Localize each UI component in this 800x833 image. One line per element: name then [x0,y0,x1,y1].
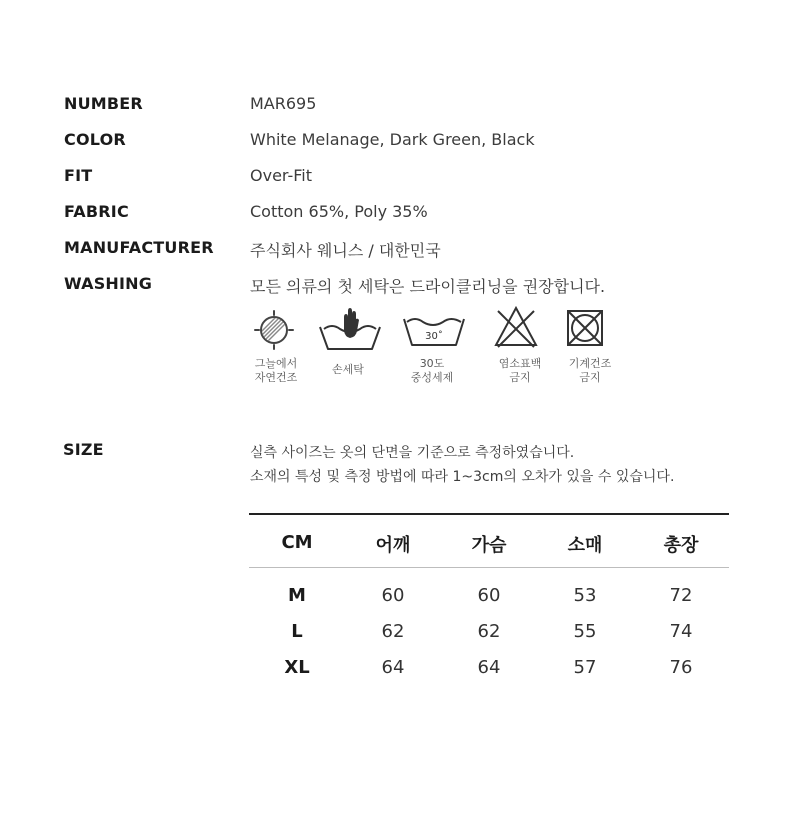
wash-temp: 30˚ [425,331,443,342]
spec-label: COLOR [64,130,126,149]
spec-value: MAR695 [250,94,317,113]
spec-label: FABRIC [64,202,129,221]
no-tumble-dry-icon [560,305,620,395]
spec-row-fit [64,166,744,190]
washing-icons [246,305,626,395]
spec-label: MANUFACTURER [64,238,214,257]
icon-caption: 30도 [419,357,445,370]
size-note: 실측 사이즈는 옷의 단면을 기준으로 측정하였습니다. [250,445,575,461]
spec-value: Cotton 65%, Poly 35% [250,202,428,221]
icon-caption: 기계건조 [568,357,612,370]
spec-row-fabric [64,202,744,226]
table-cell: XL [284,657,310,678]
table-cell: 72 [669,585,693,606]
icon-caption: 그늘에서 [254,357,298,370]
icon-caption: 금지 [509,371,531,384]
table-cell: 60 [381,585,405,606]
spec-label: WASHING [64,274,153,293]
hand-wash-icon [318,305,378,395]
table-header-cell: 소매 [567,535,603,556]
spec-value: 모든 의류의 첫 세탁은 드라이클리닝을 권장합니다. [250,277,606,296]
spec-row-washing [64,274,744,298]
table-cell: 55 [573,621,597,642]
table-cell: 74 [669,621,693,642]
table-top-divider [249,513,729,515]
table-header-divider [249,567,729,568]
table-cell: 62 [381,621,405,642]
table-cell: M [288,585,306,606]
table-cell: 64 [477,657,501,678]
table-header-cell: 가슴 [471,535,507,556]
table-cell: 53 [573,585,597,606]
icon-caption: 손세탁 [332,363,364,376]
icon-caption: 염소표백 [498,357,542,370]
table-cell: 60 [477,585,501,606]
table-header-cell: CM [281,532,313,553]
table-cell: 62 [477,621,501,642]
table-cell: 64 [381,657,405,678]
size-note: 소재의 특성 및 측정 방법에 따라 1~3cm의 오차가 있을 수 있습니다. [250,469,675,485]
table-header-cell: 총장 [663,535,699,556]
table-cell: 57 [573,657,597,678]
spec-row-number [64,94,744,118]
size-label: SIZE [63,440,104,459]
spec-row-manufacturer [64,238,744,262]
no-bleach-icon [490,305,550,395]
shade-dry-flat-icon [246,305,306,395]
icon-caption: 중성세제 [410,371,454,384]
spec-label: NUMBER [64,94,143,113]
table-header-cell: 어깨 [375,535,411,556]
spec-value: White Melanage, Dark Green, Black [250,130,535,149]
table-cell: 76 [669,657,693,678]
spec-label: FIT [64,166,93,185]
wash-30-icon [402,305,462,395]
spec-row-color [64,130,744,154]
spec-value: 주식회사 웨니스 / 대한민국 [250,241,441,260]
spec-value: Over-Fit [250,166,312,185]
icon-caption: 자연건조 [254,371,298,384]
table-cell: L [291,621,303,642]
icon-caption: 금지 [579,371,601,384]
